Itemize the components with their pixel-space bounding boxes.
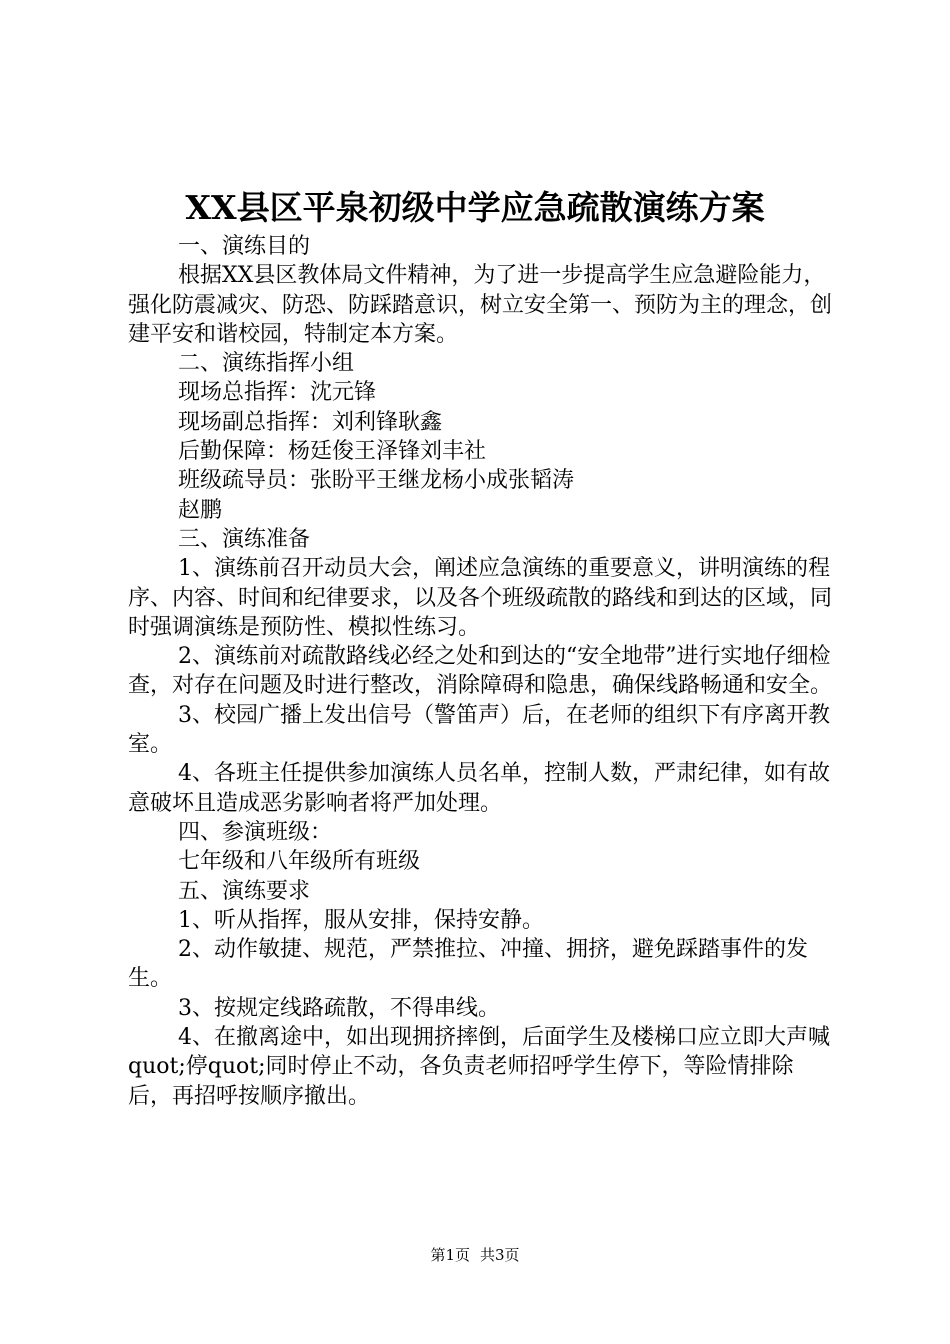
body-paragraph: 根据XX县区教体局文件精神，为了进一步提高学生应急避险能力，强化防震减灾、防恐、防踩踏意识，树立安全第一、预防为主的理念，创建平安和谐校园，特制定本方案。 xyxy=(128,263,833,347)
page-footer xyxy=(0,1244,950,1266)
body-paragraph: 2、演练前对疏散路线必经之处和到达的“安全地带”进行实地仔细检查，对存在问题及时进行整改，消除障碍和隐患，确保线路畅通和安全。 xyxy=(128,644,833,699)
body-paragraph: 4、各班主任提供参加演练人员名单，控制人数，严肃纪律，如有故意破坏且造成恶劣影响者将严加处理。 xyxy=(128,761,830,816)
section-heading: 一、演练目的 xyxy=(178,234,311,259)
page-total: 共3页 xyxy=(480,1246,520,1264)
document-title: XX县区平泉初级中学应急疏散演练方案 xyxy=(185,188,765,227)
section-heading: 二、演练指挥小组 xyxy=(178,351,355,377)
body-paragraph: 1、演练前召开动员大会，阐述应急演练的重要意义，讲明演练的程序、内容、时间和纪律要求，以及各个班级疏散的路线和到达的区域，同时强调演练是预防性、模拟性练习。 xyxy=(128,556,833,640)
body-paragraph: 现场副总指挥：刘利锋耿鑫 xyxy=(178,409,443,435)
body-paragraph: 七年级和八年级所有班级 xyxy=(178,849,421,875)
section-heading: 五、演练要求 xyxy=(178,878,311,904)
document-body xyxy=(128,232,836,1111)
body-paragraph: 3、校园广播上发出信号（警笛声）后，在老师的组织下有序离开教室。 xyxy=(128,702,830,758)
body-paragraph: 4、在撤离途中，如出现拥挤摔倒，后面学生及楼梯口应立即大声喊quot;停quot;同时停止不动，各负责老师招呼学生停下，等险情排除后，再招呼按顺序撤出。 xyxy=(128,1025,830,1109)
body-paragraph: 1、听从指挥，服从安排，保持安静。 xyxy=(178,907,544,933)
body-paragraph: 赵鹏 xyxy=(178,497,223,523)
body-paragraph: 现场总指挥：沈元锋 xyxy=(178,380,377,406)
body-paragraph: 班级疏导员：张盼平王继龙杨小成张韬涛 xyxy=(178,468,575,494)
page-number: 第1页 xyxy=(430,1246,470,1264)
section-heading: 四、参演班级： xyxy=(178,819,333,845)
body-paragraph: 2、动作敏捷、规范，严禁推拉、冲撞、拥挤，避免踩踏事件的发生。 xyxy=(128,937,808,992)
body-paragraph: 后勤保障：杨廷俊王泽锋刘丰社 xyxy=(178,439,487,465)
section-heading: 三、演练准备 xyxy=(178,526,311,552)
body-paragraph: 3、按规定线路疏散，不得串线。 xyxy=(178,995,500,1021)
